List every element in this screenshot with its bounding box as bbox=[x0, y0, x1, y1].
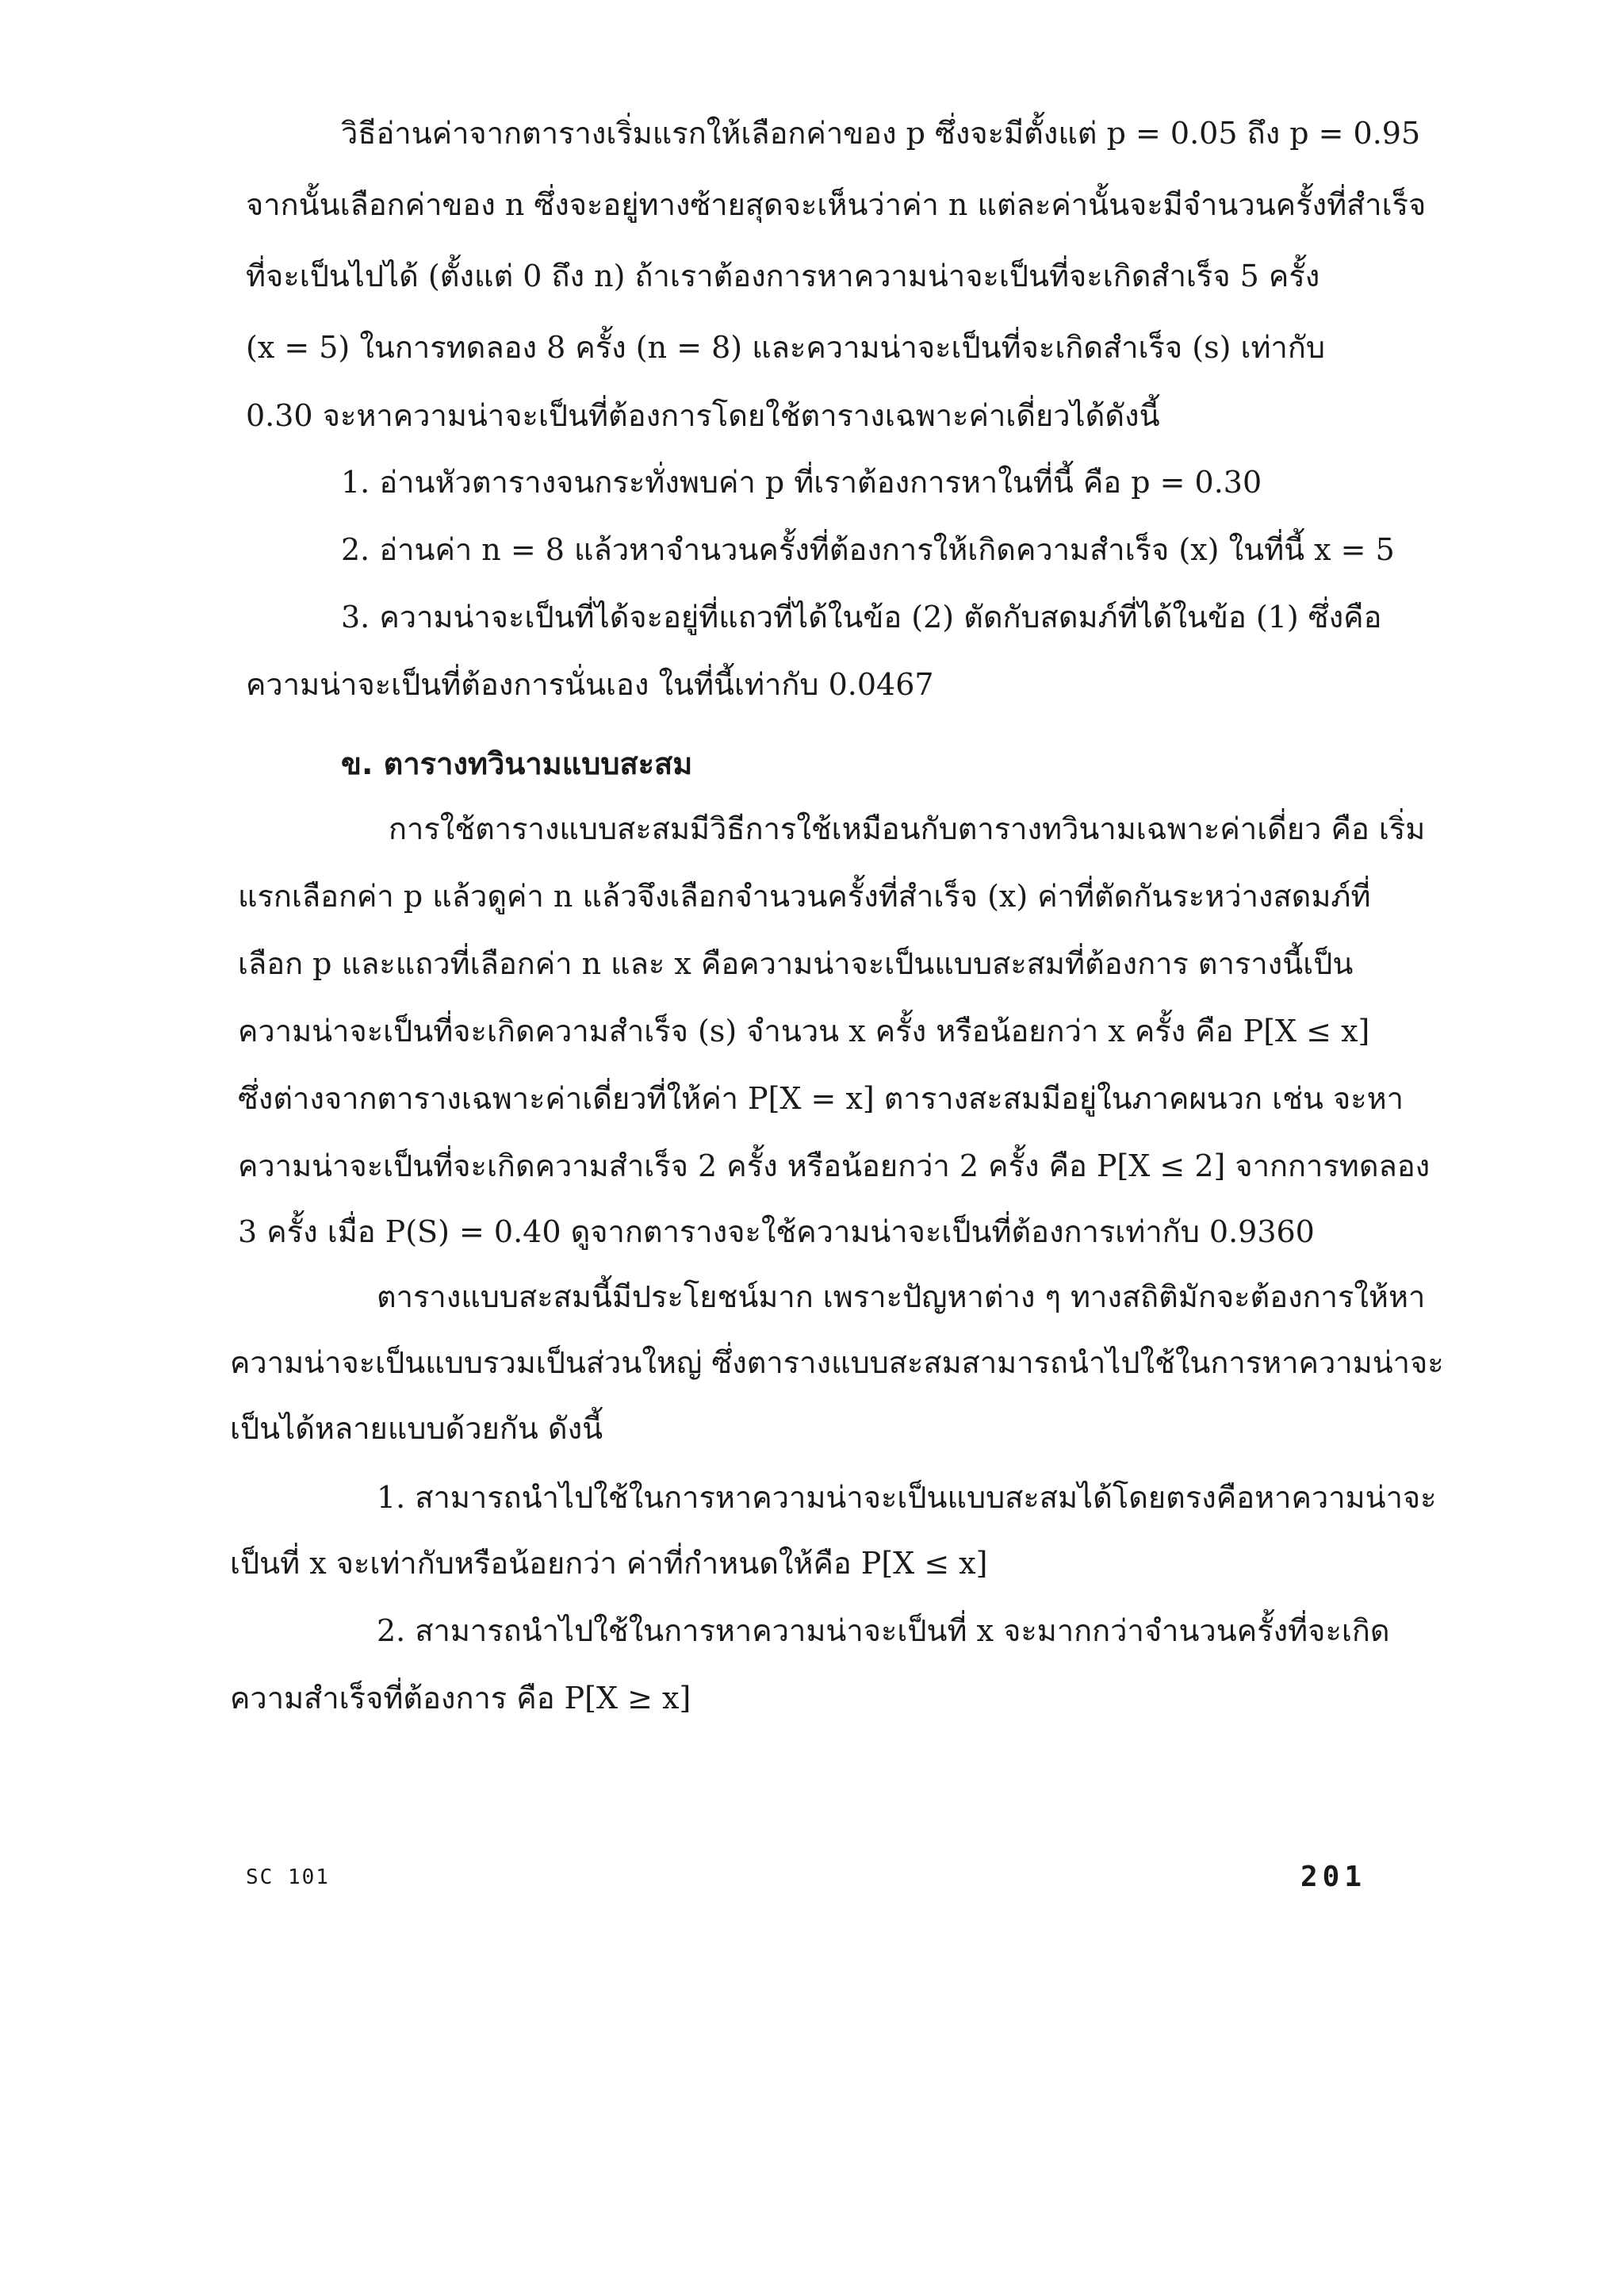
paragraph-3-line-2: ความน่าจะเป็นแบบรวมเป็นส่วนใหญ่ ซึ่งตารางแบบสะสมสามารถนำไปใช้ในการหาความน่าจะ bbox=[230, 1345, 1444, 1380]
step-1-item-3: 3. ความน่าจะเป็นที่ได้จะอยู่ที่แถวที่ได้ในข้อ (2) ตัดกับสดมภ์ที่ได้ในข้อ (1) ซึ่งคือ bbox=[341, 600, 1382, 635]
paragraph-3-line-3: เป็นได้หลายแบบด้วยกัน ดังนี้ bbox=[230, 1411, 603, 1446]
step-1-item-1: 1. อ่านหัวตารางจนกระทั่งพบค่า p ที่เราต้องการหาในที่นี้ คือ p = 0.30 bbox=[341, 465, 1262, 500]
step-2-item-2: 2. สามารถนำไปใช้ในการหาความน่าจะเป็นที่ x จะมากกว่าจำนวนครั้งที่จะเกิด bbox=[377, 1613, 1390, 1648]
step-2-item-1: 1. สามารถนำไปใช้ในการหาความน่าจะเป็นแบบสะสมได้โดยตรงคือหาความน่าจะ bbox=[377, 1480, 1437, 1515]
paragraph-2-line-5: ซึ่งต่างจากตารางเฉพาะค่าเดี่ยวที่ให้ค่า P[X = x] ตารางสะสมมีอยู่ในภาคผนวก เช่น จะหา bbox=[238, 1081, 1404, 1116]
step-2-item-1-cont: เป็นที่ x จะเท่ากับหรือน้อยกว่า ค่าที่กำหนดให้คือ P[X ≤ x] bbox=[230, 1546, 988, 1581]
paragraph-3-line-1: ตารางแบบสะสมนี้มีประโยชน์มาก เพราะปัญหาต่าง ๆ ทางสถิติมักจะต้องการให้หา bbox=[377, 1279, 1426, 1314]
section-heading: ข. ตารางทวินามแบบสะสม bbox=[341, 746, 693, 781]
paragraph-1-line-4: (x = 5) ในการทดลอง 8 ครั้ง (n = 8) และความน่าจะเป็นที่จะเกิดสำเร็จ (s) เท่ากับ bbox=[246, 330, 1326, 365]
paragraph-1-line-1: วิธีอ่านค่าจากตารางเริ่มแรกให้เลือกค่าของ p ซึ่งจะมีตั้งแต่ p = 0.05 ถึง p = 0.95 bbox=[341, 116, 1421, 151]
step-1-item-2: 2. อ่านค่า n = 8 แล้วหาจำนวนครั้งที่ต้องการให้เกิดความสำเร็จ (x) ในที่นี้ x = 5 bbox=[341, 532, 1395, 567]
paragraph-2-line-6: ความน่าจะเป็นที่จะเกิดความสำเร็จ 2 ครั้ง หรือน้อยกว่า 2 ครั้ง คือ P[X ≤ 2] จากการทดลอง bbox=[238, 1148, 1431, 1183]
page-number: 201 bbox=[1300, 1861, 1367, 1893]
paragraph-2-line-1: การใช้ตารางแบบสะสมมีวิธีการใช้เหมือนกับตารางทวินามเฉพาะค่าเดี่ยว คือ เริ่ม bbox=[389, 811, 1426, 846]
paragraph-2-line-4: ความน่าจะเป็นที่จะเกิดความสำเร็จ (s) จำนวน x ครั้ง หรือน้อยกว่า x ครั้ง คือ P[X ≤ x] bbox=[238, 1014, 1370, 1049]
paragraph-1-line-5: 0.30 จะหาความน่าจะเป็นที่ต้องการโดยใช้ตารางเฉพาะค่าเดี่ยวได้ดังนี้ bbox=[246, 398, 1160, 433]
course-code: SC 101 bbox=[246, 1865, 330, 1889]
step-1-item-3-cont: ความน่าจะเป็นที่ต้องการนั่นเอง ในที่นี้เท่ากับ 0.0467 bbox=[246, 667, 934, 702]
paragraph-1-line-2: จากนั้นเลือกค่าของ n ซึ่งจะอยู่ทางซ้ายสุดจะเห็นว่าค่า n แต่ละค่านั้นจะมีจำนวนครั้งที่สำเร็จ bbox=[246, 187, 1427, 222]
paragraph-2-line-3: เลือก p และแถวที่เลือกค่า n และ x คือความน่าจะเป็นแบบสะสมที่ต้องการ ตารางนี้เป็น bbox=[238, 946, 1354, 981]
paragraph-2-line-2: แรกเลือกค่า p แล้วดูค่า n แล้วจึงเลือกจำนวนครั้งที่สำเร็จ (x) ค่าที่ตัดกันระหว่างสดมภ์ที่ bbox=[238, 879, 1371, 914]
paragraph-1-line-3: ที่จะเป็นไปได้ (ตั้งแต่ 0 ถึง n) ถ้าเราต้องการหาความน่าจะเป็นที่จะเกิดสำเร็จ 5 ครั้ง bbox=[246, 259, 1320, 293]
paragraph-2-line-7: 3 ครั้ง เมื่อ P(S) = 0.40 ดูจากตารางจะใช้ความน่าจะเป็นที่ต้องการเท่ากับ 0.9360 bbox=[238, 1214, 1315, 1249]
step-2-item-2-cont: ความสำเร็จที่ต้องการ คือ P[X ≥ x] bbox=[230, 1681, 691, 1716]
